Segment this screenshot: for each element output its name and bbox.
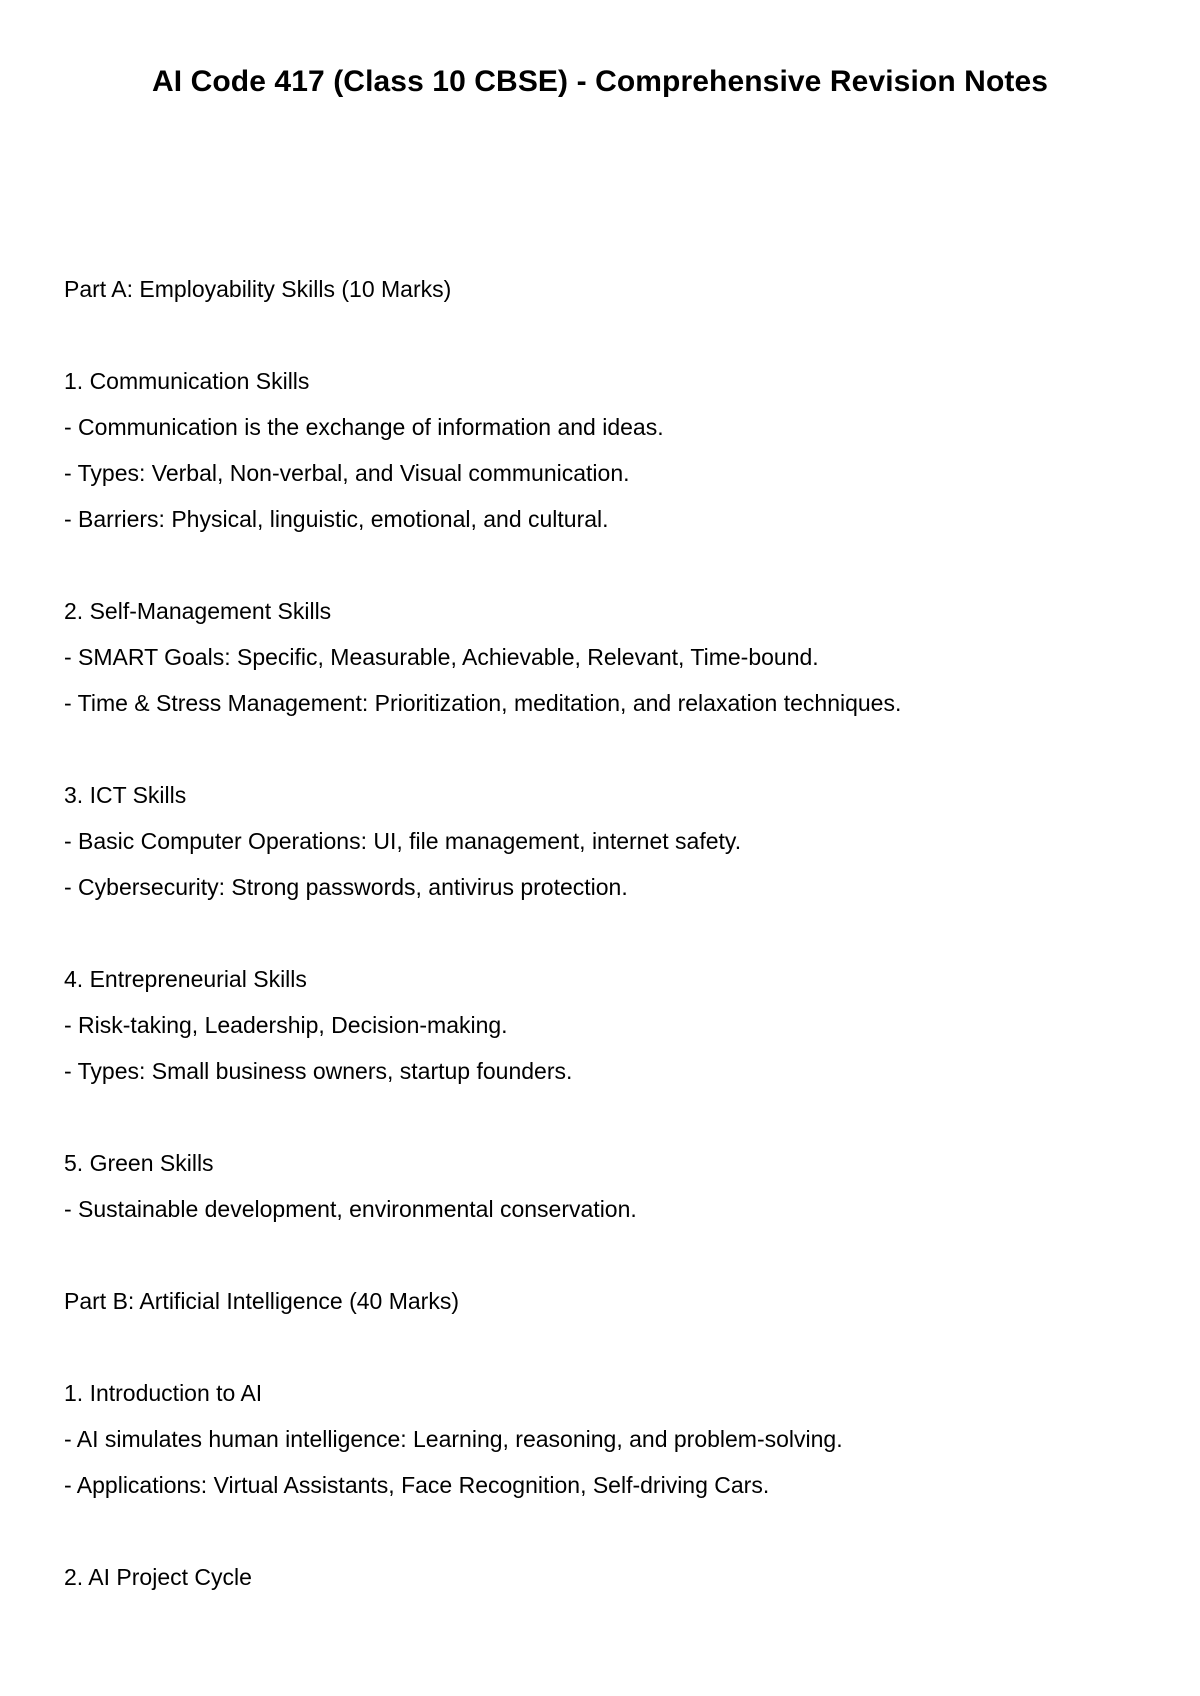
bullet-item: - Types: Small business owners, startup founders. <box>64 1058 573 1084</box>
bullet-item: - Basic Computer Operations: UI, file management, internet safety. <box>64 828 742 854</box>
bullet-item: - Applications: Virtual Assistants, Face Recognition, Self-driving Cars. <box>64 1472 770 1498</box>
part-b-heading: Part B: Artificial Intelligence (40 Marks) <box>64 1288 459 1314</box>
bullet-item: - Barriers: Physical, linguistic, emotional, and cultural. <box>64 506 609 532</box>
bullet-item: - Types: Verbal, Non-verbal, and Visual communication. <box>64 460 630 486</box>
bullet-item: - Communication is the exchange of information and ideas. <box>64 414 664 440</box>
bullet-item: - Sustainable development, environmental conservation. <box>64 1196 637 1222</box>
section-heading: 5. Green Skills <box>64 1150 214 1176</box>
section-heading: 1. Communication Skills <box>64 368 310 394</box>
section-heading: 3. ICT Skills <box>64 782 187 808</box>
bullet-item: - AI simulates human intelligence: Learning, reasoning, and problem-solving. <box>64 1426 843 1452</box>
bullet-item: - Cybersecurity: Strong passwords, antivirus protection. <box>64 874 628 900</box>
bullet-item: - SMART Goals: Specific, Measurable, Achievable, Relevant, Time-bound. <box>64 644 819 670</box>
bullet-item: - Time & Stress Management: Prioritization, meditation, and relaxation techniques. <box>64 690 902 716</box>
bullet-item: - Risk-taking, Leadership, Decision-making. <box>64 1012 508 1038</box>
section-heading: 1. Introduction to AI <box>64 1380 263 1406</box>
document-title: AI Code 417 (Class 10 CBSE) - Comprehensive Revision Notes <box>151 65 1049 98</box>
section-heading: 2. Self-Management Skills <box>64 598 332 624</box>
section-heading: 4. Entrepreneurial Skills <box>64 966 307 992</box>
section-heading: 2. AI Project Cycle <box>64 1564 252 1590</box>
part-a-heading: Part A: Employability Skills (10 Marks) <box>64 276 452 302</box>
